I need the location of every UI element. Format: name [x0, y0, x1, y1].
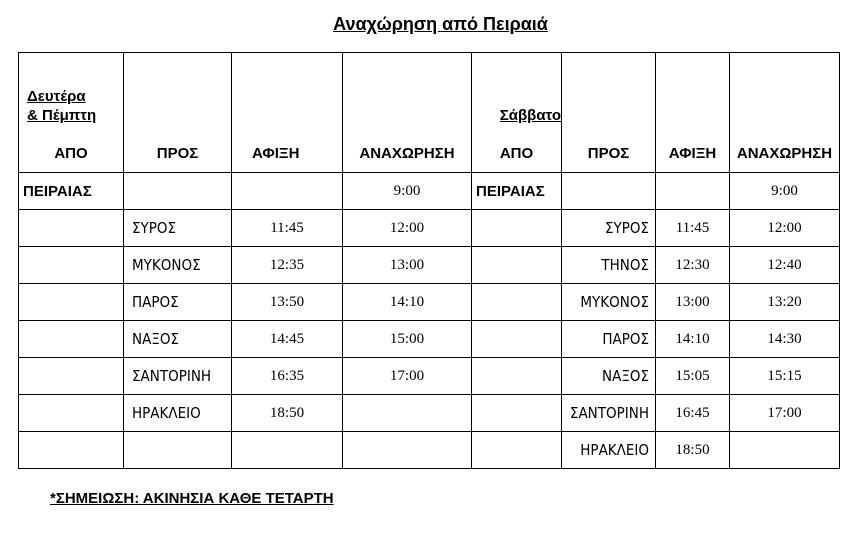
left-arrival-cell: 11:45: [232, 210, 343, 247]
left-departure-cell: 17:00: [343, 358, 472, 395]
right-day-label: Σάββατο: [499, 107, 561, 124]
table-row: [19, 395, 840, 432]
left-to-header: ΠΡΟΣ: [124, 53, 232, 173]
table-row: [19, 321, 840, 358]
left-to-cell: ΠΑΡΟΣ: [124, 284, 232, 321]
right-arrival-cell: [656, 173, 730, 210]
right-from-cell: [472, 395, 562, 432]
right-departure-cell: 17:00: [730, 395, 840, 432]
right-to-cell: ΣΥΡΟΣ: [562, 210, 656, 247]
left-day-label: [19, 87, 123, 125]
right-to-cell: ΣΑΝΤΟΡΙΝΗ: [562, 395, 656, 432]
left-to-cell: ΜΥΚΟΝΟΣ: [124, 247, 232, 284]
schedule-table: [18, 52, 840, 469]
right-departure-cell: 12:00: [730, 210, 840, 247]
right-arrival-cell: 13:00: [656, 284, 730, 321]
right-departure-cell: 15:15: [730, 358, 840, 395]
left-from-cell: [19, 395, 124, 432]
left-departure-cell: 14:10: [343, 284, 472, 321]
right-to-cell: ΗΡΑΚΛΕΙΟ: [562, 432, 656, 469]
left-from-cell: ΠΕΙΡΑΙΑΣ: [19, 173, 124, 210]
right-from-cell: ΠΕΙΡΑΙΑΣ: [472, 173, 562, 210]
left-arrival-cell: 14:45: [232, 321, 343, 358]
left-from-cell: [19, 210, 124, 247]
left-from-cell: [19, 358, 124, 395]
table-row: [19, 173, 840, 210]
right-from-cell: [472, 210, 562, 247]
left-arrival-cell: 12:35: [232, 247, 343, 284]
left-departure-cell: 15:00: [343, 321, 472, 358]
header-text: ΑΠΟ: [54, 145, 88, 162]
left-arrival-cell: 16:35: [232, 358, 343, 395]
right-to-cell: ΠΑΡΟΣ: [562, 321, 656, 358]
right-from-cell: [472, 358, 562, 395]
right-arrival-cell: 14:10: [656, 321, 730, 358]
right-arrival-cell: 16:45: [656, 395, 730, 432]
right-from-cell: [472, 432, 562, 469]
left-arrival-cell: [232, 173, 343, 210]
left-to-cell: [124, 432, 232, 469]
right-departure-cell: 13:20: [730, 284, 840, 321]
left-from-header: [19, 53, 124, 173]
right-departure-cell: 12:40: [730, 247, 840, 284]
table-row: [19, 247, 840, 284]
left-departure-cell: [343, 432, 472, 469]
left-from-cell: [19, 432, 124, 469]
footnote: *ΣΗΜΕΙΩΣΗ: ΑΚΙΝΗΣΙΑ ΚΑΘΕ ΤΕΤΑΡΤΗ: [50, 490, 334, 507]
right-from-cell: [472, 321, 562, 358]
left-departure-cell: 9:00: [343, 173, 472, 210]
right-to-cell: ΝΑΞΟΣ: [562, 358, 656, 395]
table-row: [19, 210, 840, 247]
table-row: [19, 432, 840, 469]
left-to-cell: [124, 173, 232, 210]
right-from-header: [472, 53, 562, 173]
left-from-cell: [19, 247, 124, 284]
right-arrival-cell: 15:05: [656, 358, 730, 395]
page-title: Αναχώρηση από Πειραιά: [333, 14, 548, 34]
left-from-cell: [19, 284, 124, 321]
table-row: [19, 358, 840, 395]
right-from-cell: [472, 247, 562, 284]
left-arrival-cell: [232, 432, 343, 469]
right-arrival-header: ΑΦΙΞΗ: [656, 53, 730, 173]
left-day-line1: Δευτέρα: [27, 88, 86, 105]
left-to-cell: ΣΑΝΤΟΡΙΝΗ: [124, 358, 232, 395]
left-departure-cell: 12:00: [343, 210, 472, 247]
right-to-cell: [562, 173, 656, 210]
right-departure-cell: [730, 432, 840, 469]
left-departure-cell: [343, 395, 472, 432]
left-arrival-cell: 13:50: [232, 284, 343, 321]
right-to-header: ΠΡΟΣ: [562, 53, 656, 173]
right-to-cell: ΤΗΝΟΣ: [562, 247, 656, 284]
right-from-cell: [472, 284, 562, 321]
right-arrival-cell: 18:50: [656, 432, 730, 469]
left-to-cell: ΗΡΑΚΛΕΙΟ: [124, 395, 232, 432]
left-to-cell: ΣΥΡΟΣ: [124, 210, 232, 247]
right-to-cell: ΜΥΚΟΝΟΣ: [562, 284, 656, 321]
right-departure-cell: 9:00: [730, 173, 840, 210]
right-arrival-cell: 12:30: [656, 247, 730, 284]
header-row: [19, 53, 840, 173]
left-to-cell: ΝΑΞΟΣ: [124, 321, 232, 358]
header-text: ΑΠΟ: [499, 145, 534, 162]
right-departure-header: ΑΝΑΧΩΡΗΣΗ: [730, 53, 840, 173]
left-departure-header: ΑΝΑΧΩΡΗΣΗ: [343, 53, 472, 173]
right-arrival-cell: 11:45: [656, 210, 730, 247]
right-departure-cell: 14:30: [730, 321, 840, 358]
table-row: [19, 284, 840, 321]
left-arrival-header: ΑΦΙΞΗ: [232, 53, 343, 173]
left-from-cell: [19, 321, 124, 358]
left-departure-cell: 13:00: [343, 247, 472, 284]
left-arrival-cell: 18:50: [232, 395, 343, 432]
left-day-line2: & Πέμπτη: [27, 107, 97, 124]
